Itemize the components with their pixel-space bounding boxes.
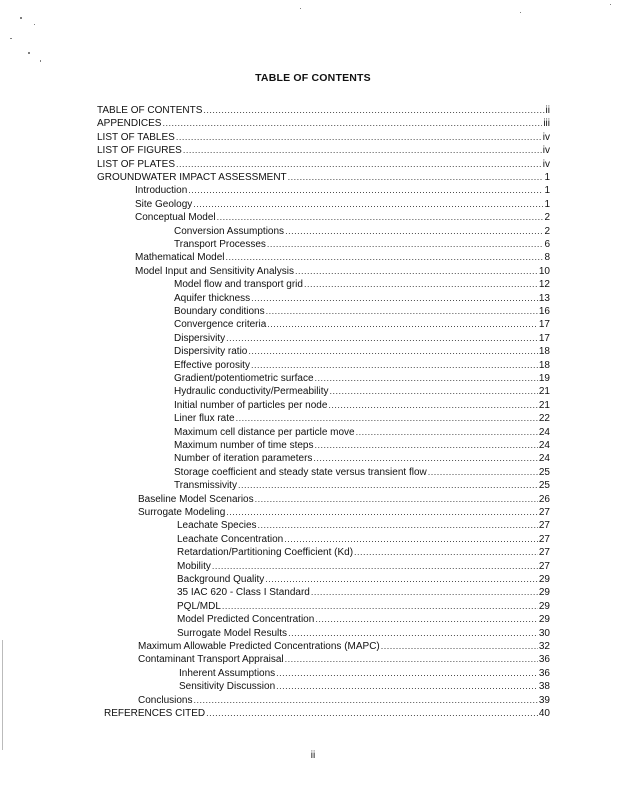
toc-entry-page: 16 bbox=[538, 306, 550, 317]
toc-entry-page: 32 bbox=[538, 641, 550, 652]
toc-entry bbox=[174, 412, 550, 425]
toc-entry-page: iv bbox=[542, 131, 550, 143]
dot-leader bbox=[238, 479, 538, 492]
dot-leader bbox=[267, 238, 544, 251]
scan-speck bbox=[40, 60, 41, 62]
toc-entry-page: 13 bbox=[538, 292, 550, 304]
toc-entry-label: Liner flux rate bbox=[174, 413, 235, 425]
toc-entry-label: Introduction bbox=[135, 185, 188, 197]
toc-entry bbox=[138, 506, 550, 519]
toc-entry-page: 36 bbox=[538, 654, 550, 666]
toc-entry-page: 24 bbox=[538, 440, 550, 451]
toc-entry bbox=[138, 493, 550, 506]
toc-entry-label: Mathematical Model bbox=[135, 252, 225, 264]
toc-entry-label: Inherent Assumptions bbox=[179, 667, 276, 679]
dot-leader bbox=[381, 640, 538, 653]
toc-entry-label: Contaminant Transport Appraisal bbox=[138, 654, 284, 666]
toc-entry-label: LIST OF TABLES bbox=[97, 131, 175, 143]
dot-leader bbox=[266, 305, 538, 318]
dot-leader bbox=[193, 198, 543, 211]
dot-leader bbox=[315, 439, 538, 452]
toc-entry-label: Retardation/Partitioning Coefficient (Kd) bbox=[177, 547, 354, 559]
toc-entry-page: 25 bbox=[538, 466, 550, 478]
toc-entry-label: Mobility bbox=[177, 560, 211, 572]
toc-entry-label: Leachate Species bbox=[177, 520, 257, 532]
toc-entry-page: 39 bbox=[538, 694, 550, 706]
toc-entry-page: iv bbox=[542, 145, 550, 157]
toc-entry bbox=[135, 211, 550, 224]
toc-entry bbox=[97, 131, 550, 144]
toc-entry bbox=[104, 707, 550, 720]
toc-entry-page: 1 bbox=[544, 172, 550, 183]
toc-entry bbox=[135, 265, 550, 278]
dot-leader bbox=[176, 131, 542, 144]
toc-entry bbox=[177, 573, 550, 586]
scan-edge-line bbox=[2, 640, 3, 750]
toc-entry-label: Conceptual Model bbox=[135, 212, 216, 224]
toc-entry-page: 1 bbox=[544, 198, 550, 210]
dot-leader bbox=[288, 627, 538, 640]
dot-leader bbox=[217, 211, 544, 224]
toc-entry-page: 12 bbox=[538, 279, 550, 291]
dot-leader bbox=[267, 318, 538, 331]
toc-entry bbox=[177, 586, 550, 599]
toc-entry-page: 26 bbox=[538, 493, 550, 505]
toc-entry-label: Leachate Concentration bbox=[177, 533, 284, 545]
dot-leader bbox=[212, 560, 538, 573]
toc-entry bbox=[97, 104, 550, 117]
toc-entry-page: 21 bbox=[538, 399, 550, 411]
toc-entry bbox=[174, 372, 550, 385]
toc-entry bbox=[177, 627, 550, 640]
dot-leader bbox=[226, 506, 538, 519]
toc-entry bbox=[174, 466, 550, 479]
toc-entry-label: Model Input and Sensitivity Analysis bbox=[135, 265, 294, 277]
dot-leader bbox=[183, 144, 542, 157]
dot-leader bbox=[236, 412, 538, 425]
toc-entry-label: Maximum number of time steps bbox=[174, 440, 314, 451]
toc-entry-label: LIST OF FIGURES bbox=[97, 145, 182, 157]
dot-leader bbox=[354, 546, 538, 559]
dot-leader bbox=[251, 292, 538, 305]
dot-leader bbox=[276, 680, 538, 693]
toc-entry-page: 30 bbox=[538, 627, 550, 639]
toc-entry bbox=[177, 560, 550, 573]
dot-leader bbox=[276, 667, 538, 680]
toc-entry-page: 27 bbox=[538, 533, 550, 545]
dot-leader bbox=[315, 372, 538, 385]
toc-entry-page: iv bbox=[542, 158, 550, 170]
toc-entry-page: 24 bbox=[538, 426, 550, 438]
dot-leader bbox=[356, 426, 538, 439]
toc-entry bbox=[138, 653, 550, 666]
dot-leader bbox=[284, 533, 538, 546]
toc-entry-label: Number of iteration parameters bbox=[174, 453, 313, 465]
toc-entry bbox=[174, 479, 550, 492]
toc-entry-label: Storage coefficient and steady state versus transient flow bbox=[174, 466, 427, 478]
toc-entry bbox=[179, 680, 550, 693]
toc-entry-label: Sensitivity Discussion bbox=[179, 681, 276, 693]
toc-entry-page: 27 bbox=[538, 547, 550, 559]
toc-entry-page: 29 bbox=[538, 600, 550, 612]
toc-entry-page: 36 bbox=[538, 667, 550, 679]
scan-speck bbox=[300, 8, 301, 9]
toc-entry-page: 38 bbox=[538, 681, 550, 693]
dot-leader bbox=[285, 225, 543, 238]
toc-entry-label: GROUNDWATER IMPACT ASSESSMENT bbox=[97, 172, 287, 183]
toc-entry bbox=[174, 345, 550, 358]
toc-entry-label: Background Quality bbox=[177, 574, 265, 585]
toc-entry-label: Surrogate Model Results bbox=[177, 627, 288, 639]
toc-entry-page: 19 bbox=[538, 373, 550, 384]
toc-entry-page: 2 bbox=[544, 225, 550, 237]
toc-entry bbox=[97, 158, 550, 171]
toc-entry bbox=[174, 359, 550, 372]
toc-entry-page: ii bbox=[545, 105, 550, 116]
toc-entry-page: 1 bbox=[544, 185, 550, 197]
toc-entry-label: Initial number of particles per node bbox=[174, 399, 328, 411]
toc-entry bbox=[135, 198, 550, 211]
toc-entry-page: 18 bbox=[538, 346, 550, 358]
toc-entry-label: TABLE OF CONTENTS bbox=[97, 105, 203, 116]
toc-entry bbox=[179, 667, 550, 680]
toc-entry-page: 17 bbox=[538, 332, 550, 344]
dot-leader bbox=[193, 694, 537, 707]
toc-entry-page: 17 bbox=[538, 319, 550, 331]
page-number: ii bbox=[310, 750, 316, 761]
dot-leader bbox=[295, 265, 538, 278]
dot-leader bbox=[311, 586, 538, 599]
toc-entry bbox=[97, 117, 550, 130]
toc-entry-page: 27 bbox=[538, 507, 550, 518]
dot-leader bbox=[226, 332, 538, 345]
toc-entry-label: Model Predicted Concentration bbox=[177, 614, 315, 626]
toc-entry-label: Model flow and transport grid bbox=[174, 279, 303, 291]
toc-entry bbox=[97, 171, 550, 184]
toc-entry bbox=[174, 439, 550, 452]
toc-entry bbox=[138, 640, 550, 653]
dot-leader bbox=[188, 184, 543, 197]
page-title: TABLE OF CONTENTS bbox=[255, 72, 371, 84]
toc-entry-label: Transport Processes bbox=[174, 239, 266, 250]
dot-leader bbox=[222, 600, 538, 613]
toc-entry-label: Conclusions bbox=[138, 694, 193, 706]
toc-entry-page: 21 bbox=[538, 386, 550, 398]
dot-leader bbox=[304, 278, 538, 291]
toc-entry-label: Baseline Model Scenarios bbox=[138, 493, 254, 505]
dot-leader bbox=[203, 104, 544, 117]
scan-speck bbox=[10, 38, 12, 39]
toc-entry-label: Surrogate Modeling bbox=[138, 507, 226, 518]
toc-entry-page: 29 bbox=[538, 614, 550, 626]
toc-entry-label: LIST OF PLATES bbox=[97, 158, 175, 170]
toc-entry bbox=[174, 426, 550, 439]
toc-entry-page: iii bbox=[543, 118, 550, 130]
toc-entry-label: Site Geology bbox=[135, 198, 193, 210]
toc-entry-label: Dispersivity ratio bbox=[174, 346, 248, 358]
toc-entry-page: 8 bbox=[544, 252, 550, 264]
toc-entry bbox=[138, 694, 550, 707]
toc-entry-page: 40 bbox=[538, 708, 550, 719]
toc-entry bbox=[177, 613, 550, 626]
scan-speck bbox=[34, 24, 35, 25]
dot-leader bbox=[255, 493, 538, 506]
toc-entry bbox=[177, 519, 550, 532]
scan-speck bbox=[610, 4, 611, 5]
dot-leader bbox=[285, 653, 538, 666]
toc-entry-page: 27 bbox=[538, 560, 550, 572]
toc-entry bbox=[174, 385, 550, 398]
dot-leader bbox=[248, 345, 538, 358]
toc-entry-page: 27 bbox=[538, 520, 550, 532]
toc-entry bbox=[174, 318, 550, 331]
toc-entry bbox=[177, 533, 550, 546]
toc-entry-page: 29 bbox=[538, 587, 550, 599]
toc-entry bbox=[174, 292, 550, 305]
toc-entry bbox=[174, 278, 550, 291]
scan-speck bbox=[20, 17, 22, 19]
toc-entry-page: 22 bbox=[538, 413, 550, 425]
toc-entry-label: Maximum cell distance per particle move bbox=[174, 426, 355, 438]
toc-entry-label: Effective porosity bbox=[174, 359, 250, 371]
toc-entry bbox=[177, 600, 550, 613]
dot-leader bbox=[330, 385, 538, 398]
toc-entry-label: Transmissivity bbox=[174, 480, 237, 492]
dot-leader bbox=[265, 573, 538, 586]
toc-entry-label: Gradient/potentiometric surface bbox=[174, 373, 314, 384]
dot-leader bbox=[162, 117, 542, 130]
toc-entry bbox=[174, 238, 550, 251]
toc-entry-label: Convergence criteria bbox=[174, 319, 267, 331]
toc-entry-page: 25 bbox=[538, 480, 550, 492]
toc-entry bbox=[174, 225, 550, 238]
toc-entry-label: Boundary conditions bbox=[174, 306, 265, 317]
toc-entry bbox=[174, 399, 550, 412]
toc-entry-page: 18 bbox=[538, 359, 550, 371]
toc-entry-page: 24 bbox=[538, 453, 550, 465]
dot-leader bbox=[225, 251, 543, 264]
dot-leader bbox=[428, 466, 538, 479]
toc-entry-label: Maximum Allowable Predicted Concentrations (MAPC) bbox=[138, 641, 380, 652]
toc-entry bbox=[135, 251, 550, 264]
toc-entry bbox=[174, 332, 550, 345]
toc-entry-label: Aquifer thickness bbox=[174, 292, 251, 304]
toc-entry bbox=[177, 546, 550, 559]
scan-speck bbox=[520, 12, 521, 13]
toc-entry-label: Conversion Assumptions bbox=[174, 225, 285, 237]
toc-entry-page: 29 bbox=[538, 574, 550, 585]
toc-entry bbox=[135, 184, 550, 197]
toc-entry-label: Hydraulic conductivity/Permeability bbox=[174, 386, 329, 398]
toc-entry-page: 6 bbox=[544, 239, 550, 250]
dot-leader bbox=[176, 158, 542, 171]
toc-entry-label: APPENDICES bbox=[97, 118, 162, 130]
scan-speck bbox=[28, 52, 30, 54]
toc-entry bbox=[97, 144, 550, 157]
dot-leader bbox=[328, 399, 537, 412]
toc-entry-label: Dispersivity bbox=[174, 332, 226, 344]
toc-entry-page: 2 bbox=[544, 212, 550, 224]
dot-leader bbox=[206, 707, 538, 720]
dot-leader bbox=[251, 359, 538, 372]
toc-entry bbox=[174, 305, 550, 318]
toc-entry bbox=[174, 452, 550, 465]
dot-leader bbox=[315, 613, 538, 626]
dot-leader bbox=[258, 519, 538, 532]
toc-entry-label: 35 IAC 620 - Class I Standard bbox=[177, 587, 310, 599]
dot-leader bbox=[313, 452, 537, 465]
dot-leader bbox=[288, 171, 544, 184]
toc-entry-label: REFERENCES CITED bbox=[104, 708, 206, 719]
toc-entry-page: 10 bbox=[538, 265, 550, 277]
toc-entry-label: PQL/MDL bbox=[177, 600, 221, 612]
